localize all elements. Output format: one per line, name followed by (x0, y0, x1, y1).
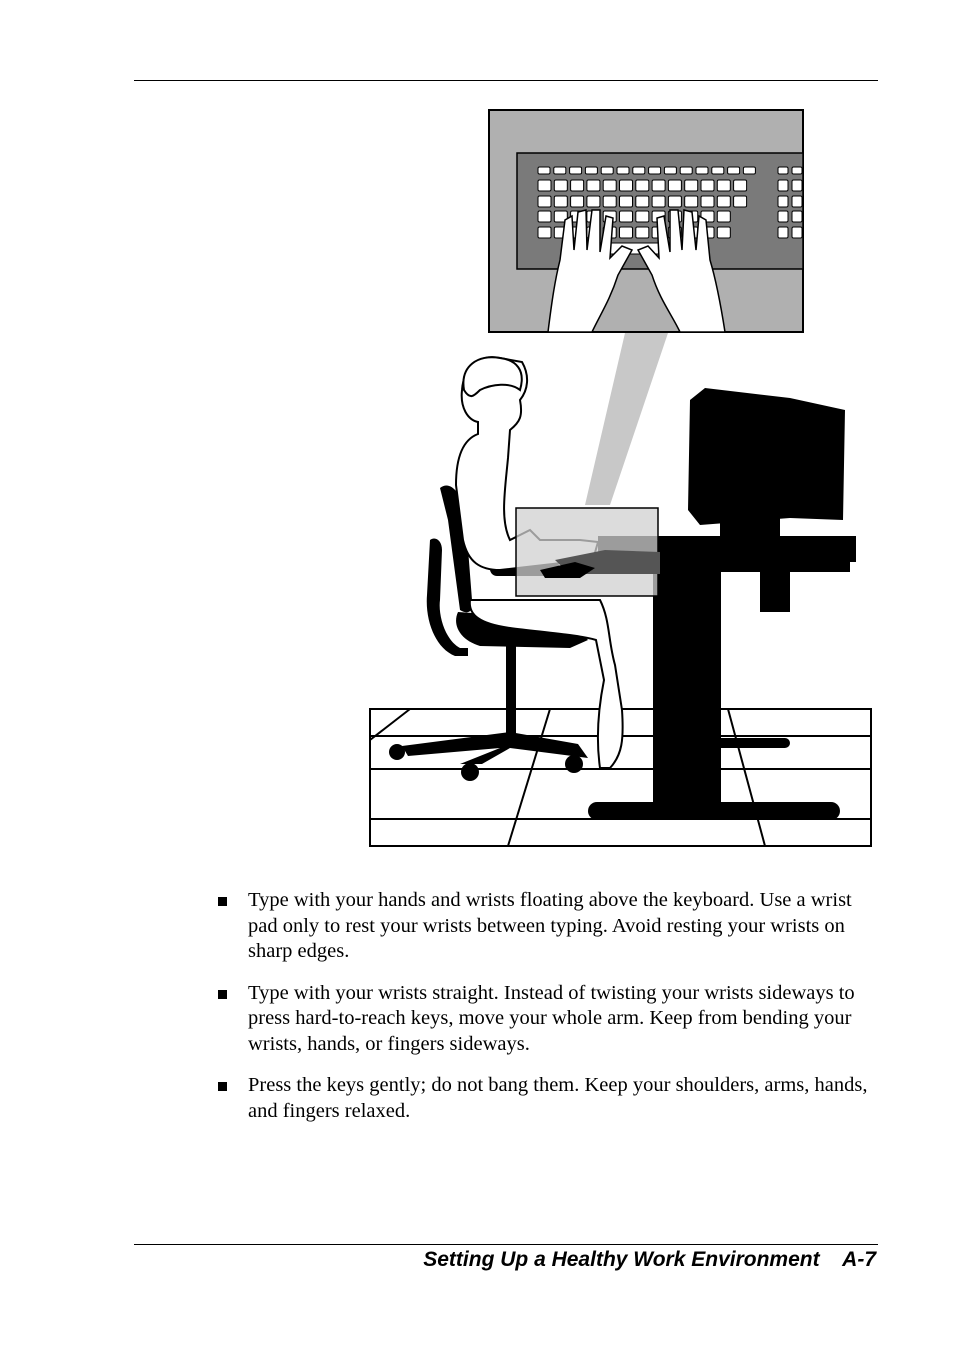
keyboard-key (668, 180, 681, 191)
keyboard-key (538, 227, 551, 238)
keypad-key (792, 196, 802, 207)
keyboard-key (620, 180, 633, 191)
keyboard-key (636, 180, 649, 191)
keyboard-key (570, 167, 582, 174)
header-rule (134, 80, 878, 81)
keyboard-key (701, 180, 714, 191)
keyboard-key (734, 180, 747, 191)
keyboard-key (554, 180, 567, 191)
square-bullet-icon (218, 897, 227, 906)
keyboard-key (538, 180, 551, 191)
footer-section-title: Setting Up a Healthy Work Environment (423, 1248, 820, 1271)
keypad-key (778, 227, 788, 238)
keyboard-key (617, 167, 629, 174)
keypad-key (778, 180, 788, 191)
keyboard-key (652, 180, 665, 191)
keyboard-key (603, 180, 616, 191)
keyboard-key (587, 180, 600, 191)
keyboard-key (696, 167, 708, 174)
keyboard-key (685, 196, 698, 207)
keyboard-key (585, 167, 597, 174)
keyboard-key (620, 227, 633, 238)
page-footer (423, 1246, 876, 1274)
keypad-key (792, 211, 802, 222)
keyboard-key (649, 167, 661, 174)
keyboard-key (668, 196, 681, 207)
zoom-beam (585, 333, 668, 505)
keyboard-key (717, 211, 730, 222)
keypad-key (778, 196, 788, 207)
tip-list (214, 888, 874, 1140)
keypad-key (778, 211, 788, 222)
keyboard-key (734, 196, 747, 207)
keyboard-key (636, 211, 649, 222)
keyboard-key (620, 196, 633, 207)
keyboard-key (717, 227, 730, 238)
keypad-key (792, 180, 802, 191)
keyboard-key (712, 167, 724, 174)
square-bullet-icon (218, 1082, 227, 1091)
keyboard-closeup-inset (489, 110, 803, 332)
keypad-key (792, 167, 802, 174)
tip-item (214, 888, 874, 965)
tip-text: Type with your hands and wrists floating above the keyboard. Use a wrist pad only to rest your wrists between typing. Avoid resting your wrists on sharp edges. (248, 889, 852, 962)
keyboard-key (664, 167, 676, 174)
keyboard-key (685, 180, 698, 191)
tip-text: Press the keys gently; do not bang them. Keep your shoulders, arms, hands, and fingers relaxed. (248, 1074, 868, 1122)
keyboard-key (717, 180, 730, 191)
keyboard-key (601, 167, 613, 174)
monitor (688, 388, 845, 525)
keyboard-key (701, 196, 714, 207)
footer-page-number: A-7 (842, 1248, 876, 1271)
keyboard-key (636, 196, 649, 207)
footer-rule (134, 1244, 878, 1245)
keyboard-key (728, 167, 740, 174)
keyboard-key (587, 196, 600, 207)
tip-item (214, 981, 874, 1058)
keyboard-key (717, 196, 730, 207)
keyboard-key (538, 167, 550, 174)
keypad-key (792, 227, 802, 238)
square-bullet-icon (218, 990, 227, 999)
keyboard-key (554, 196, 567, 207)
keyboard-key (603, 196, 616, 207)
keypad-key (778, 167, 788, 174)
tip-item (214, 1073, 874, 1124)
keyboard-key (554, 167, 566, 174)
keyboard-tray-highlight (516, 508, 660, 596)
keyboard-key (538, 211, 551, 222)
keyboard-key (571, 180, 584, 191)
keyboard-key (652, 196, 665, 207)
keyboard-key (743, 167, 755, 174)
keyboard-key (571, 196, 584, 207)
keyboard-key (633, 167, 645, 174)
typing-posture-illustration (360, 100, 880, 860)
keyboard-key (680, 167, 692, 174)
keyboard-key (620, 211, 633, 222)
tip-text: Type with your wrists straight. Instead of twisting your wrists sideways to press hard-to-reach keys, move your whole arm. Keep from bending your wrists, hands, or fingers sideways. (248, 981, 855, 1055)
keyboard-key (636, 227, 649, 238)
keyboard-key (538, 196, 551, 207)
